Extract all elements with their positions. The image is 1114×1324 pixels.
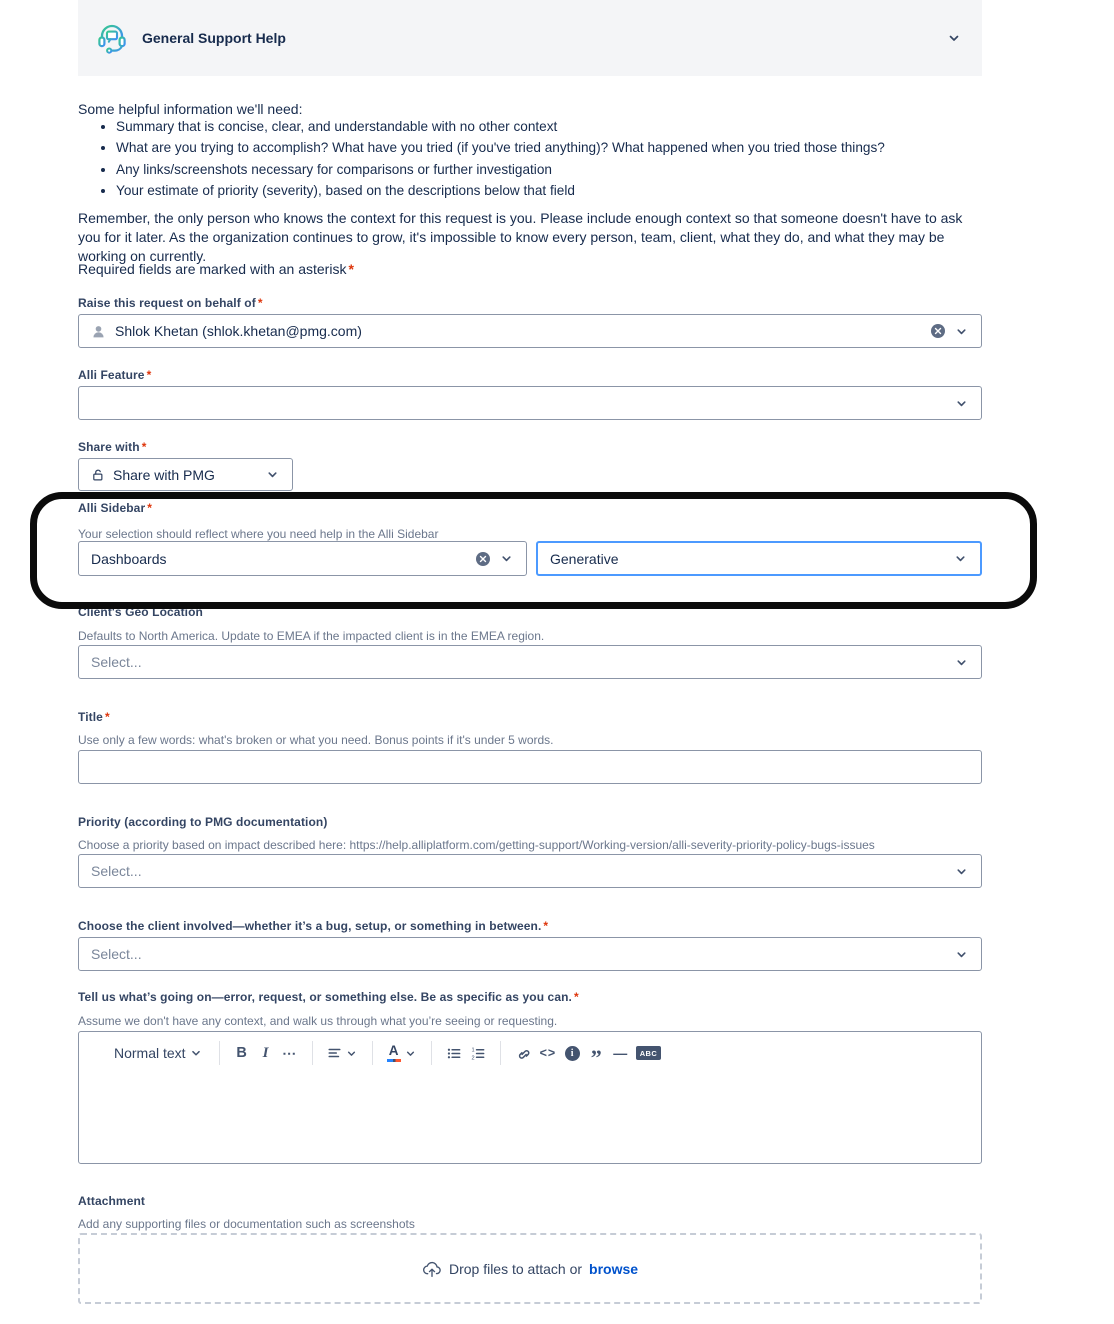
align-dropdown[interactable]: [323, 1039, 362, 1067]
geo-placeholder: Select...: [91, 654, 142, 670]
clear-icon[interactable]: [931, 324, 945, 338]
alli-sidebar-label: Alli Sidebar *: [78, 501, 152, 515]
geo-label: Client's Geo Location: [78, 605, 203, 619]
asterisk: *: [104, 710, 110, 724]
alli-sidebar-description: Your selection should reflect where you need help in the Alli Sidebar: [78, 527, 439, 541]
quote-button[interactable]: ”: [584, 1039, 608, 1067]
link-button[interactable]: [511, 1039, 536, 1067]
more-formatting-button[interactable]: ⋯: [278, 1039, 302, 1067]
dropzone-text: Drop files to attach or: [448, 1260, 583, 1277]
svg-text:2: 2: [471, 1055, 475, 1061]
title-description: Use only a few words: what's broken or what you need. Bonus points if it's under 5 words.: [78, 733, 554, 747]
asterisk: *: [543, 919, 549, 933]
asterisk: *: [147, 501, 152, 515]
abc-icon: ABC: [636, 1046, 660, 1060]
bold-button[interactable]: B: [230, 1039, 254, 1067]
share-with-label: Share with *: [78, 440, 147, 454]
priority-select[interactable]: [78, 854, 982, 888]
bullet-list-button[interactable]: [442, 1039, 466, 1067]
toolbar-divider: [219, 1041, 220, 1065]
support-headset-icon: [95, 20, 129, 56]
geo-description: Defaults to North America. Update to EMEA if the impacted client is in the EMEA region.: [78, 629, 545, 643]
attachment-description: Add any supporting files or documentation such as screenshots: [78, 1217, 415, 1231]
person-icon: [91, 324, 106, 339]
toolbar-divider: [312, 1041, 313, 1065]
intro-bullet-list: [78, 116, 982, 202]
client-label: Choose the client involved—whether it’s a bug, setup, or something in between. *: [78, 919, 549, 933]
intro-lead: Some helpful information we'll need:: [78, 101, 303, 117]
collapse-chevron-icon[interactable]: [946, 30, 962, 46]
text-color-dropdown[interactable]: [383, 1039, 421, 1067]
numbered-list-button[interactable]: [466, 1039, 490, 1067]
chevron-down-icon[interactable]: [954, 324, 969, 339]
priority-label: Priority (according to PMG documentation): [78, 815, 328, 829]
text-style-dropdown[interactable]: Normal text: [108, 1039, 209, 1067]
share-with-value: Share with PMG: [113, 466, 215, 483]
title-label: Title *: [78, 710, 110, 724]
title-input[interactable]: [91, 751, 969, 783]
chevron-down-icon[interactable]: [954, 655, 969, 670]
form-header[interactable]: [78, 0, 982, 76]
chevron-down-icon[interactable]: [499, 551, 514, 566]
priority-description: Choose a priority based on impact described here: https://help.alliplatform.com/getting-support/Working-version/alli-severity-priority-policy-bugs-issues: [78, 838, 875, 852]
info-icon: i: [565, 1046, 580, 1061]
list-item: What are you trying to accomplish? What have you tried (if you've tried anything)? What happened when you tried those things?: [78, 137, 982, 158]
attachment-dropzone[interactable]: [78, 1233, 982, 1304]
horizontal-rule-button[interactable]: —: [608, 1039, 632, 1067]
behalf-select[interactable]: [78, 314, 982, 348]
alli-feature-select[interactable]: [78, 386, 982, 420]
clear-icon[interactable]: [476, 552, 490, 566]
toolbar-divider: [500, 1041, 501, 1065]
chevron-down-icon[interactable]: [954, 947, 969, 962]
behalf-value: Shlok Khetan (shlok.khetan@pmg.com): [115, 323, 362, 339]
toolbar-divider: [431, 1041, 432, 1065]
asterisk: *: [573, 990, 579, 1004]
label-abc-button[interactable]: [632, 1039, 664, 1067]
share-with-select[interactable]: [78, 458, 293, 491]
alli-sidebar-primary-select[interactable]: [78, 541, 527, 576]
chevron-down-icon[interactable]: [265, 467, 280, 482]
geo-select[interactable]: [78, 645, 982, 679]
priority-placeholder: Select...: [91, 863, 142, 879]
tellus-description: Assume we don't have any context, and walk us through what you’re seeing or requesting.: [78, 1014, 558, 1028]
client-select[interactable]: [78, 937, 982, 971]
behalf-label: Raise this request on behalf of *: [78, 296, 263, 310]
asterisk: *: [146, 368, 152, 382]
attachment-label: Attachment: [78, 1194, 146, 1208]
chevron-down-icon[interactable]: [954, 864, 969, 879]
svg-text:1: 1: [471, 1047, 475, 1054]
alli-sidebar-secondary-select[interactable]: [536, 541, 982, 576]
cloud-upload-icon: [422, 1260, 442, 1278]
info-panel-button[interactable]: [560, 1039, 584, 1067]
italic-button[interactable]: I: [254, 1039, 278, 1067]
tellus-label: Tell us what’s going on—error, request, or something else. Be as specific as you can. *: [78, 990, 579, 1004]
client-placeholder: Select...: [91, 946, 142, 962]
code-button[interactable]: <>: [536, 1039, 561, 1067]
rich-text-editor: [78, 1031, 982, 1164]
title-field-wrap: [78, 750, 982, 784]
asterisk: *: [141, 440, 147, 454]
toolbar-divider: [372, 1041, 373, 1065]
form-title: General Support Help: [142, 30, 286, 46]
chevron-down-icon[interactable]: [953, 551, 968, 566]
asterisk: *: [257, 296, 263, 310]
intro-reminder: Remember, the only person who knows the context for this request is you. Please include enough context so that someone doesn't have to ask you for it later. As the organization continues to grow, it's impossible to know every person, team, client, what they do, and what they may be working on currently.: [78, 210, 963, 264]
editor-toolbar: [79, 1032, 981, 1074]
alli-sidebar-primary-value: Dashboards: [91, 550, 167, 567]
text-color-icon: A: [387, 1044, 401, 1062]
chevron-down-icon[interactable]: [954, 396, 969, 411]
browse-link[interactable]: browse: [589, 1260, 639, 1277]
alli-feature-label: Alli Feature *: [78, 368, 152, 382]
list-item: Any links/screenshots necessary for comparisons or further investigation: [78, 159, 982, 180]
list-item: Your estimate of priority (severity), based on the descriptions below that field: [78, 180, 982, 201]
editor-content-area[interactable]: [79, 1074, 981, 1163]
lock-open-icon: [91, 468, 105, 482]
alli-sidebar-secondary-value: Generative: [550, 550, 619, 567]
asterisk: *: [348, 261, 354, 277]
required-note: Required fields are marked with an asterisk *: [78, 261, 354, 277]
list-item: Summary that is concise, clear, and understandable with no other context: [78, 116, 982, 137]
